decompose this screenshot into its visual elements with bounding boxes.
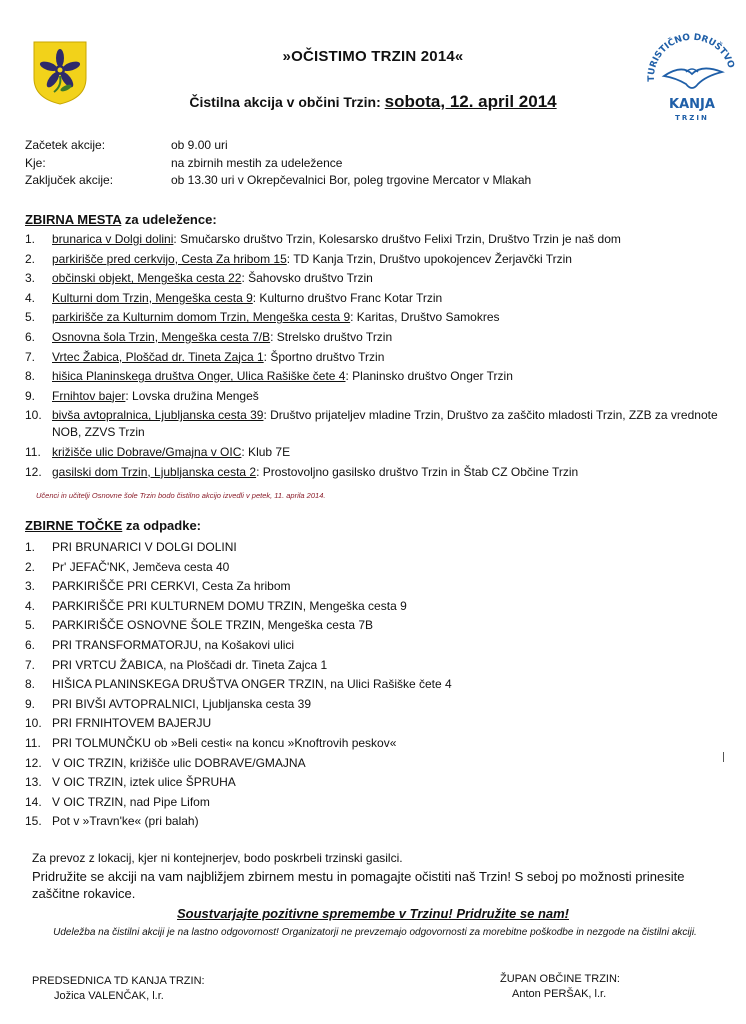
list-item [25, 675, 741, 695]
item-number: 12. [25, 755, 42, 770]
item-main: PRI VRTCU ŽABICA [52, 657, 164, 672]
item-rest: , Mengeška cesta 9 [302, 598, 407, 613]
item-text [52, 329, 741, 346]
item-place: gasilski dom Trzin, Ljubljanska cesta 2 [52, 464, 257, 479]
list-item [25, 558, 741, 578]
school-note: Učenci in učitelji Osnovne šole Trzin bodo čistilno akcijo izvedli v petek, 11. aprila 2014. [36, 491, 326, 500]
info-label: Zaključek akcije: [25, 173, 114, 187]
item-number: 11. [25, 444, 41, 459]
item-groups: : TD Kanja Trzin, Društvo upokojencev Žerjavčki Trzin [286, 251, 572, 266]
item-number: 2. [25, 559, 36, 574]
item-groups: : Šahovsko društvo Trzin [241, 271, 373, 286]
svg-text:KANJA: KANJA [669, 97, 715, 112]
list-item [25, 407, 741, 441]
item-text [52, 368, 741, 385]
list-item [25, 754, 741, 774]
item-main: PRI TOLMUNČKU ob »Beli cesti« na koncu »Knoftrovih peskov« [52, 735, 397, 750]
item-number: 10. [25, 408, 42, 423]
info-value: ob 9.00 uri [171, 138, 228, 152]
item-text [52, 656, 741, 676]
event-info [25, 138, 531, 191]
item-main: Pot v »Travn'ke« (pri balah) [52, 814, 199, 829]
signature-right-title: ŽUPAN OBČINE TRZIN: [500, 973, 620, 985]
item-text [52, 675, 741, 695]
item-number: 5. [25, 618, 36, 633]
item-text [52, 558, 741, 578]
info-row [25, 156, 531, 174]
event-date: sobota, 12. april 2014 [384, 92, 557, 111]
item-place: Frnihtov bajer [52, 388, 126, 403]
item-text [52, 538, 741, 558]
item-main: PRI FRNIHTOVEM BAJERJU [52, 716, 212, 731]
list-item [25, 773, 741, 793]
item-number: 4. [25, 598, 36, 613]
item-rest: , na Ploščadi dr. Tineta Zajca 1 [163, 657, 328, 672]
item-place: Vrtec Žabica, Ploščad dr. Tineta Zajca 1 [52, 349, 264, 364]
list-item [25, 636, 741, 656]
zbirna-mesta-heading: ZBIRNA MESTA za udeležence: [25, 212, 217, 227]
item-groups: : Društvo prijateljev mladine Trzin, Društvo za zaščito mladosti Trzin, ZZB za vrednote NOB, ZZVS Trzin [52, 408, 718, 440]
item-text [52, 577, 741, 597]
list-item [25, 793, 741, 813]
signature-right-name: Anton PERŠAK, l.r. [512, 988, 607, 1000]
item-number: 5. [25, 310, 36, 325]
list-item [25, 349, 741, 366]
item-number: 6. [25, 329, 36, 344]
item-number: 1. [25, 540, 36, 554]
item-text [52, 251, 741, 268]
item-rest: , na Košakovi ulici [198, 637, 295, 652]
item-text [52, 754, 741, 774]
item-number: 13. [25, 775, 42, 790]
zbirne-tocke-list [25, 538, 741, 832]
item-text [52, 444, 741, 461]
item-main: PARKIRIŠČE PRI KULTURNEM DOMU TRZIN [52, 598, 303, 613]
item-main: PARKIRIŠČE PRI CERKVI [52, 579, 196, 594]
list-item [25, 597, 741, 617]
item-text [52, 793, 741, 813]
info-row [25, 173, 531, 191]
item-place: parkirišče za Kulturnim domom Trzin, Mengeška cesta 9 [52, 310, 351, 325]
item-groups: : Lovska družina Mengeš [125, 388, 259, 403]
item-place: Kulturni dom Trzin, Mengeška cesta 9 [52, 290, 253, 305]
item-groups: : Klub 7E [241, 444, 291, 459]
signature-left-name: Jožica VALENČAK, l.r. [54, 990, 164, 1002]
item-groups: : Karitas, Društvo Samokres [350, 310, 500, 325]
item-groups: : Kulturno društvo Franc Kotar Trzin [252, 290, 443, 305]
info-row [25, 138, 531, 156]
item-number: 7. [25, 349, 36, 364]
item-rest: , Jemčeva cesta 40 [125, 559, 230, 574]
item-main: V OIC TRZIN, križišče ulic DOBRAVE/GMAJNA [52, 755, 306, 770]
item-place: križišče ulic Dobrave/Gmajna v OIC [52, 444, 242, 459]
item-number: 7. [25, 657, 36, 672]
item-place: občinski objekt, Mengeška cesta 22 [52, 271, 242, 286]
info-label: Začetek akcije: [25, 138, 106, 152]
item-place: hišica Planinskega društva Onger, Ulica Rašiške čete 4 [52, 369, 346, 384]
item-number: 12. [25, 464, 42, 479]
list-item [25, 368, 741, 385]
subtitle-prefix: Čistilna akcija v občini Trzin: [189, 94, 381, 110]
item-number: 2. [25, 251, 36, 266]
item-groups: : Strelsko društvo Trzin [270, 329, 393, 344]
item-groups: : Prostovoljno gasilsko društvo Trzin in Štab CZ Občine Trzin [256, 464, 579, 479]
signature-left [32, 974, 205, 1004]
list-item [25, 695, 741, 715]
item-number: 8. [25, 369, 36, 384]
item-main: Pr' JEFAČ'NK [52, 559, 126, 574]
svg-text:TURISTIČNO DRUŠTVO: TURISTIČNO DRUŠTVO [646, 32, 736, 82]
item-text [52, 231, 741, 248]
item-groups: : Športno društvo Trzin [263, 349, 385, 364]
item-text [52, 290, 741, 307]
item-groups: : Planinsko društvo Onger Trzin [345, 369, 513, 384]
svg-text:TRZIN: TRZIN [675, 114, 709, 122]
item-place: brunarica v Dolgi dolini [52, 232, 174, 246]
item-number: 4. [25, 290, 36, 305]
signature-left-title: PREDSEDNICA TD KANJA TRZIN: [32, 975, 205, 987]
list-item [25, 251, 741, 268]
list-item [25, 734, 741, 754]
zbirne-tocke-heading: ZBIRNE TOČKE za odpadke: [25, 518, 202, 533]
item-text [52, 270, 741, 287]
list-item [25, 309, 741, 326]
list-item [25, 538, 741, 558]
list-item [25, 388, 741, 405]
item-number: 9. [25, 388, 36, 403]
item-number: 9. [25, 696, 36, 711]
list-item [25, 577, 741, 597]
item-text [52, 388, 741, 405]
item-main: PRI BRUNARICI V DOLGI DOLINI [52, 540, 237, 554]
transport-paragraph: Za prevoz z lokacij, kjer ni kontejnerjev, bodo poskrbeli trzinski gasilci. [32, 851, 403, 865]
item-main: PRI BIVŠI AVTOPRALNICI [52, 696, 196, 711]
item-text [52, 773, 741, 793]
list-item [25, 812, 741, 832]
item-main: V OIC TRZIN, iztek ulice ŠPRUHA [52, 775, 236, 790]
item-text [52, 636, 741, 656]
item-place: Osnovna šola Trzin, Mengeška cesta 7/B [52, 329, 271, 344]
list-item [25, 616, 741, 636]
item-place: parkirišče pred cerkvijo, Cesta Za hribom 15 [52, 251, 287, 266]
item-rest: , Mengeška cesta 7B [260, 618, 373, 633]
item-number: 3. [25, 579, 36, 594]
item-number: 15. [25, 814, 42, 829]
list-item [25, 714, 741, 734]
item-main: HIŠICA PLANINSKEGA DRUŠTVA ONGER TRZIN [52, 677, 324, 692]
item-text [52, 616, 741, 636]
page-title: »OČISTIMO TRZIN 2014« [282, 48, 464, 65]
info-value: ob 13.30 uri v Okrepčevalnici Bor, poleg trgovine Mercator v Mlakah [171, 173, 532, 187]
signature-right [500, 972, 620, 1002]
list-item [25, 464, 741, 481]
scan-mark [723, 752, 724, 762]
item-number: 10. [25, 716, 42, 731]
item-number: 11. [25, 735, 41, 750]
item-number: 6. [25, 637, 36, 652]
list-item [25, 270, 741, 287]
item-text [52, 309, 741, 326]
disclaimer: Udeležba na čistilni akciji je na lastno odgovornost! Organizatorji ne prevzemajo odgovornosti za morebitne poškodbe in nezgode na čistilni akciji. [53, 927, 697, 938]
list-item [25, 444, 741, 461]
item-number: 1. [25, 232, 36, 246]
item-text [52, 812, 741, 832]
item-text [52, 349, 741, 366]
item-number: 14. [25, 794, 42, 809]
item-text [52, 734, 741, 754]
item-main: V OIC TRZIN, nad Pipe Lifom [52, 794, 210, 809]
item-groups: : Smučarsko društvo Trzin, Kolesarsko društvo Felixi Trzin, Društvo Trzin je naš dom [173, 232, 621, 246]
item-rest: , na Ulici Rašiške čete 4 [323, 677, 452, 692]
page-subtitle [0, 92, 746, 112]
item-text [52, 407, 741, 441]
item-text [52, 714, 741, 734]
list-item [25, 329, 741, 346]
info-value: na zbirnih mestih za udeležence [171, 155, 343, 170]
item-rest: , Cesta Za hribom [195, 579, 291, 594]
join-paragraph: Pridružite se akciji na vam najbližjem zbirnem mestu in pomagajte očistiti naš Trzin! S seboj po možnosti prinesite zaščitne rokavice. [32, 869, 685, 901]
item-main: PRI TRANSFORMATORJU [52, 637, 199, 652]
item-main: PARKIRIŠČE OSNOVNE ŠOLE TRZIN [52, 618, 261, 633]
item-text [52, 597, 741, 617]
item-rest: , Ljubljanska cesta 39 [195, 696, 312, 711]
item-number: 8. [25, 677, 36, 692]
item-text [52, 695, 741, 715]
slogan: Soustvarjajte pozitivne spremembe v Trzinu! Pridružite se nam! [176, 906, 570, 921]
item-number: 3. [25, 271, 36, 286]
list-item [25, 231, 741, 248]
item-text [52, 464, 741, 481]
zbirna-mesta-list [25, 231, 741, 483]
list-item [25, 656, 741, 676]
item-place: bivša avtopralnica, Ljubljanska cesta 39 [52, 408, 264, 423]
list-item [25, 290, 741, 307]
info-label: Kje: [25, 155, 46, 170]
